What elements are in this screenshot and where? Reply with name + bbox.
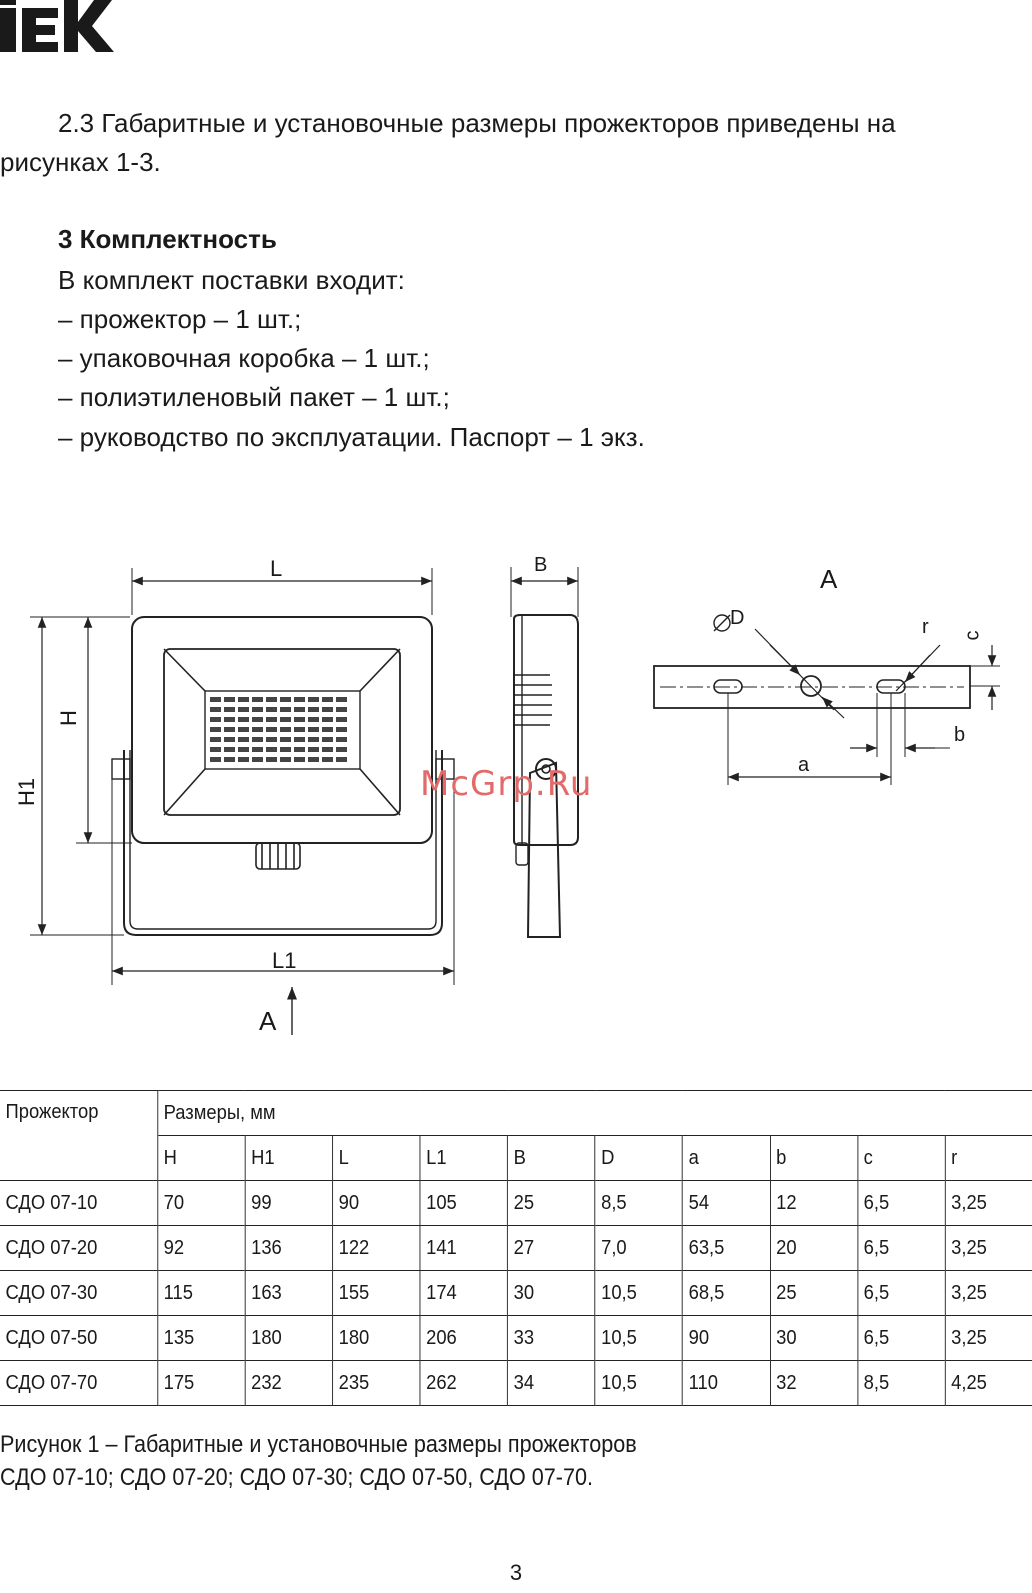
figure-caption-line2: СДО 07-10; СДО 07-20; СДО 07-30; СДО 07-50, СДО 07-70. (0, 1464, 594, 1491)
label-D: D (730, 607, 745, 629)
list-item: – полиэтиленовый пакет – 1 шт.; (58, 382, 450, 412)
table-cell: 115 (158, 1271, 246, 1316)
table-cell: 10,5 (595, 1361, 683, 1406)
table-cell: 6,5 (858, 1271, 946, 1316)
list-item: – руководство по эксплуатации. Паспорт – 1 экз. (58, 422, 645, 452)
label-a: a (798, 754, 810, 776)
label-L: L (270, 556, 283, 581)
table-cell: 155 (333, 1271, 421, 1316)
table-cell: 6,5 (858, 1181, 946, 1226)
table-cell: 68,5 (683, 1271, 771, 1316)
table-cell: 8,5 (595, 1181, 683, 1226)
subheader-cell: c (858, 1136, 946, 1181)
table-cell: 25 (770, 1271, 858, 1316)
subheader-cell: L (333, 1136, 421, 1181)
subheader-cell: b (770, 1136, 858, 1181)
table-row (0, 1361, 1032, 1406)
section-3-heading: 3 Комплектность (58, 224, 277, 254)
table-cell: 163 (245, 1271, 333, 1316)
table-cell: 20 (770, 1226, 858, 1271)
subheader-cell: L1 (420, 1136, 508, 1181)
table-cell: СДО 07-70 (0, 1361, 158, 1406)
table-cell: 6,5 (858, 1226, 946, 1271)
label-A-view: A (820, 564, 838, 594)
table-cell: 70 (158, 1181, 246, 1226)
table-cell: 99 (245, 1181, 333, 1226)
section-2-3-line1: 2.3 Габаритные и установочные размеры прожекторов приведены на (58, 108, 896, 138)
subheader-cell: H1 (245, 1136, 333, 1181)
table-row (0, 1181, 1032, 1226)
table-cell: 110 (683, 1361, 771, 1406)
table-cell: 10,5 (595, 1271, 683, 1316)
table-cell: 7,0 (595, 1226, 683, 1271)
header-cell-model: Прожектор (0, 1091, 158, 1181)
table-cell: 3,25 (945, 1271, 1032, 1316)
label-r: r (922, 616, 929, 638)
label-A-arrow: A (259, 1006, 277, 1036)
header-cell-group: Размеры, мм (158, 1091, 1032, 1136)
table-cell: 135 (158, 1316, 246, 1361)
section-2-3-line2: рисунках 1-3. (0, 147, 161, 177)
label-H: H (56, 710, 81, 726)
table-cell: 25 (508, 1181, 596, 1226)
front-view (30, 568, 454, 1035)
table-cell: СДО 07-10 (0, 1181, 158, 1226)
table-cell: 6,5 (858, 1316, 946, 1361)
table-cell: 3,25 (945, 1226, 1032, 1271)
label-L1: L1 (272, 948, 297, 973)
table-cell: 12 (770, 1181, 858, 1226)
table-cell: 175 (158, 1361, 246, 1406)
subheader-cell: B (508, 1136, 596, 1181)
table-cell: 4,25 (945, 1361, 1032, 1406)
label-c: c (961, 630, 984, 641)
side-view (511, 567, 578, 937)
table-cell: 33 (508, 1316, 596, 1361)
label-H1: H1 (14, 777, 39, 806)
table-cell: 232 (245, 1361, 333, 1406)
table-cell: 90 (333, 1181, 421, 1226)
table-header-row (0, 1091, 1032, 1136)
table-row (0, 1226, 1032, 1271)
table-cell: 8,5 (858, 1361, 946, 1406)
view-a-detail (654, 615, 1000, 785)
table-cell: 30 (770, 1316, 858, 1361)
table-cell: 63,5 (683, 1226, 771, 1271)
label-B: B (534, 554, 548, 576)
table-cell: 3,25 (945, 1181, 1032, 1226)
iek-logo (0, 0, 115, 56)
table-cell: 90 (683, 1316, 771, 1361)
table-cell: 10,5 (595, 1316, 683, 1361)
table-cell: 122 (333, 1226, 421, 1271)
table-cell: 174 (420, 1271, 508, 1316)
table-cell: 180 (333, 1316, 421, 1361)
table-cell: 206 (420, 1316, 508, 1361)
label-b: b (954, 724, 966, 746)
table-cell: 3,25 (945, 1316, 1032, 1361)
subheader-cell: a (683, 1136, 771, 1181)
table-cell: СДО 07-30 (0, 1271, 158, 1316)
table-cell: 262 (420, 1361, 508, 1406)
table-cell: 27 (508, 1226, 596, 1271)
list-item: – прожектор – 1 шт.; (58, 304, 302, 334)
page-number: 3 (509, 1560, 523, 1585)
table-cell: 92 (158, 1226, 246, 1271)
table-cell: 105 (420, 1181, 508, 1226)
list-item: – упаковочная коробка – 1 шт.; (58, 343, 430, 373)
subheader-cell: r (945, 1136, 1032, 1181)
table-cell: 34 (508, 1361, 596, 1406)
table-cell: 32 (770, 1361, 858, 1406)
table-cell: 30 (508, 1271, 596, 1316)
table-cell: СДО 07-20 (0, 1226, 158, 1271)
section-3-intro: В комплект поставки входит: (58, 265, 405, 295)
table-cell: 141 (420, 1226, 508, 1271)
subheader-cell: D (595, 1136, 683, 1181)
table-cell: СДО 07-50 (0, 1316, 158, 1361)
subheader-cell: H (158, 1136, 246, 1181)
table-cell: 235 (333, 1361, 421, 1406)
dimensions-table (0, 1090, 1032, 1406)
table-row (0, 1316, 1032, 1361)
watermark: McGrp.Ru (420, 764, 593, 804)
table-cell: 54 (683, 1181, 771, 1226)
figure-caption-line1: Рисунок 1 – Габаритные и установочные размеры прожекторов (0, 1431, 637, 1458)
table-cell: 180 (245, 1316, 333, 1361)
table-row (0, 1271, 1032, 1316)
table-cell: 136 (245, 1226, 333, 1271)
